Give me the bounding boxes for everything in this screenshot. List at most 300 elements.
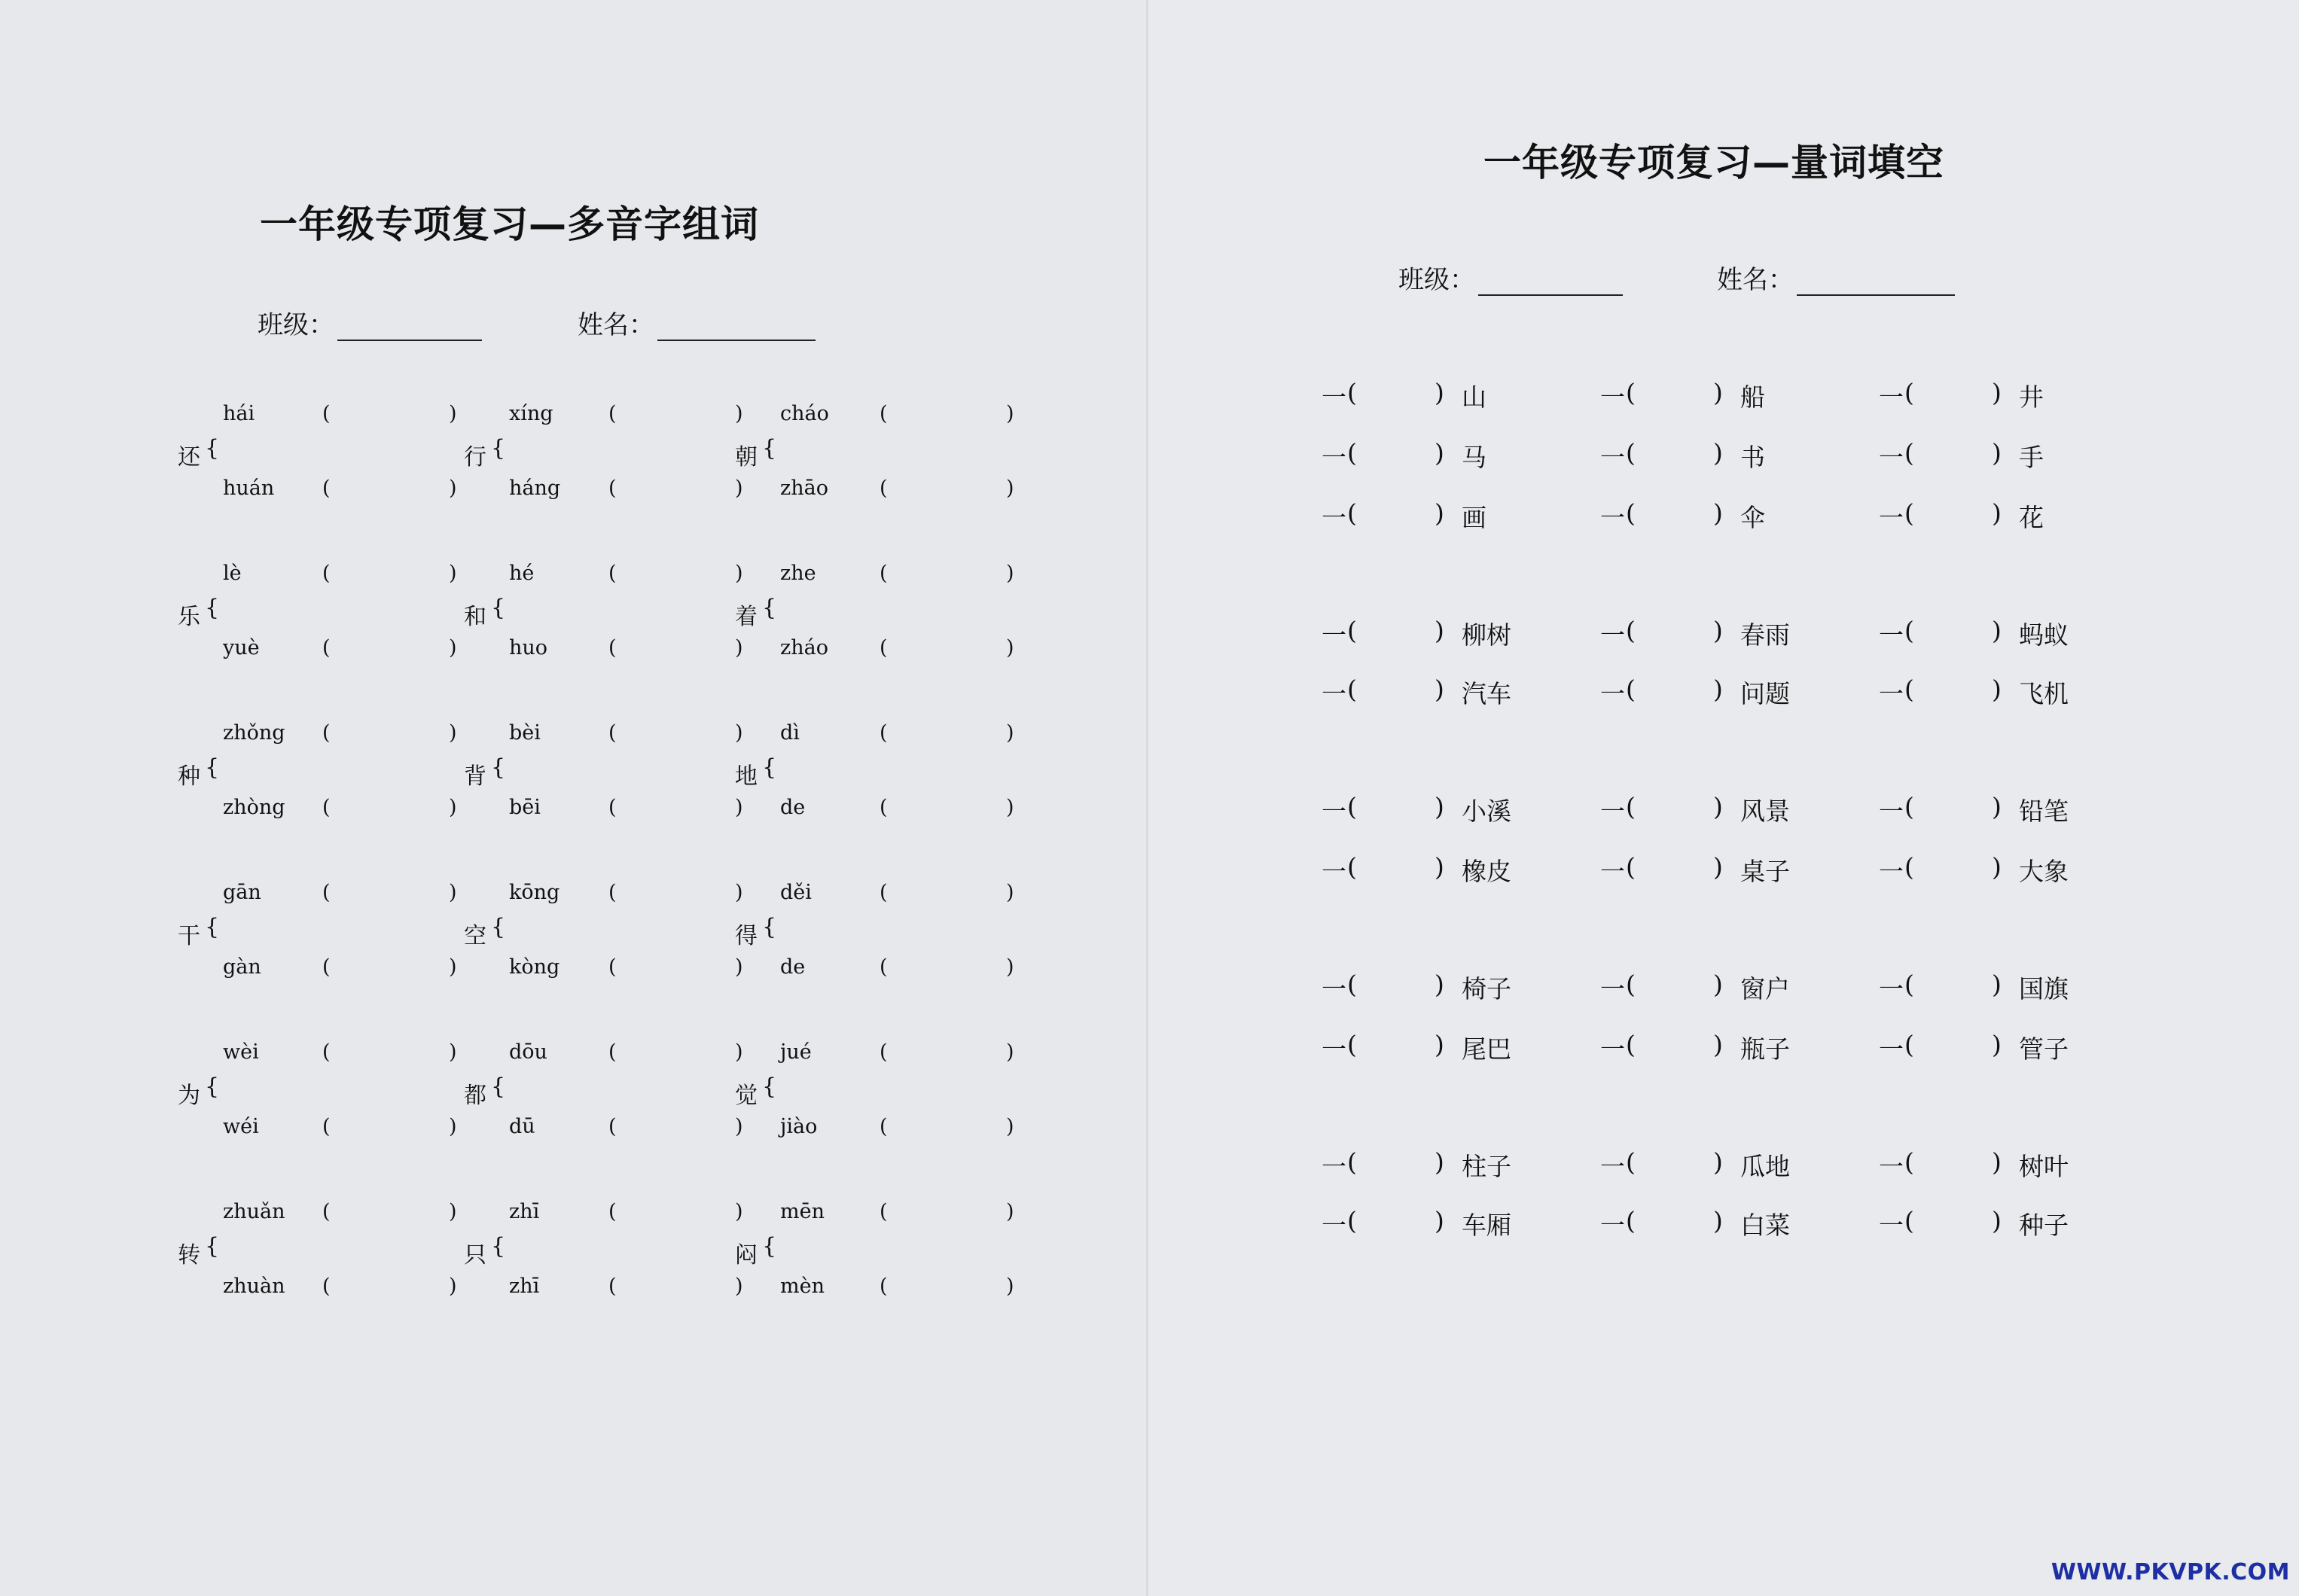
measure-word-item: [1600, 792, 1856, 826]
open-paren: (: [608, 636, 617, 659]
noun: 马: [1462, 443, 1486, 472]
open-paren: (: [880, 1275, 888, 1298]
close-paren: ): [735, 402, 743, 425]
close-paren: ): [1006, 562, 1014, 585]
brace: {: [762, 914, 777, 940]
class-label: 班级：: [1398, 265, 1475, 295]
brace: {: [491, 914, 506, 940]
open-paren: (: [1347, 1030, 1357, 1059]
reading-line: [223, 1040, 457, 1066]
measure-word-item: [1600, 438, 1856, 472]
open-paren: (: [1347, 378, 1357, 407]
open-paren: (: [322, 562, 331, 585]
polyphonic-char: 觉: [735, 1083, 758, 1109]
open-paren: (: [608, 1115, 617, 1138]
reading-line: [509, 562, 743, 587]
close-paren: ): [449, 796, 457, 819]
reading-line: [780, 636, 1014, 662]
close-paren: ): [449, 881, 457, 904]
open-paren: (: [608, 721, 617, 745]
close-paren: ): [1006, 881, 1014, 904]
close-paren: ): [1713, 852, 1723, 882]
polyphonic-entry: [178, 1040, 479, 1138]
open-paren: (: [1626, 438, 1636, 468]
open-paren: (: [1626, 792, 1636, 821]
class-blank: [337, 315, 482, 341]
reading-line: [780, 1200, 1014, 1226]
measure-word-item: [1879, 378, 2135, 412]
noun: 春雨: [1740, 620, 1790, 650]
name-blank: [1797, 270, 1955, 296]
polyphonic-entry: [178, 562, 479, 659]
open-paren: (: [1904, 498, 1914, 528]
yi-prefix: 一: [1879, 796, 1904, 826]
open-paren: (: [880, 1040, 888, 1064]
close-paren: ): [449, 1115, 457, 1138]
pinyin: yuè: [223, 636, 260, 659]
reading-line: [223, 721, 457, 747]
noun: 风景: [1740, 796, 1790, 826]
close-paren: ): [735, 1275, 743, 1298]
brace: {: [762, 1074, 777, 1100]
polyphonic-char: 朝: [735, 444, 758, 471]
pinyin: děi: [780, 881, 812, 904]
measure-word-item: [1600, 970, 1856, 1004]
pinyin: zhī: [509, 1275, 540, 1298]
brace: {: [205, 754, 220, 781]
close-paren: ): [449, 402, 457, 425]
open-paren: (: [1347, 970, 1357, 999]
left-class-field: [258, 304, 482, 341]
brace: {: [762, 1233, 777, 1259]
measure-word-row: [1322, 792, 2112, 826]
noun: 大象: [2019, 857, 2069, 886]
open-paren: (: [880, 636, 888, 659]
polyphonic-char: 乐: [178, 604, 200, 630]
polyphonic-entry: [735, 721, 1036, 819]
yi-prefix: 一: [1322, 857, 1346, 886]
measure-word-row: [1322, 852, 2112, 886]
close-paren: ): [1992, 675, 2002, 704]
pinyin: zháo: [780, 636, 828, 659]
name-label: 姓名：: [1717, 265, 1794, 295]
measure-word-item: [1600, 1206, 1856, 1240]
open-paren: (: [1347, 498, 1357, 528]
polyphonic-entry: [464, 402, 765, 500]
reading-line: [780, 1275, 1014, 1300]
measure-word-item: [1879, 675, 2135, 708]
reading-line: [780, 955, 1014, 981]
open-paren: (: [880, 721, 888, 745]
pinyin: de: [780, 796, 806, 819]
close-paren: ): [1435, 498, 1444, 528]
yi-prefix: 一: [1600, 857, 1625, 886]
close-paren: ): [735, 1200, 743, 1223]
measure-word-item: [1879, 1206, 2135, 1240]
open-paren: (: [608, 402, 617, 425]
polyphonic-entry: [178, 402, 479, 500]
yi-prefix: 一: [1879, 503, 1904, 532]
noun: 尾巴: [1462, 1034, 1511, 1064]
close-paren: ): [449, 562, 457, 585]
open-paren: (: [880, 477, 888, 500]
reading-line: [509, 796, 743, 821]
reading-line: [509, 636, 743, 662]
yi-prefix: 一: [1600, 796, 1625, 826]
pinyin: mèn: [780, 1275, 825, 1298]
polyphonic-char: 还: [178, 444, 200, 471]
open-paren: (: [322, 477, 331, 500]
measure-word-item: [1879, 792, 2135, 826]
open-paren: (: [322, 1200, 331, 1223]
close-paren: ): [1006, 1275, 1014, 1298]
polyphonic-char: 地: [735, 763, 758, 790]
polyphonic-entry: [178, 721, 479, 819]
noun: 小溪: [1462, 796, 1511, 826]
noun: 画: [1462, 503, 1486, 532]
reading-line: [509, 955, 743, 981]
pinyin: zhuàn: [223, 1275, 285, 1298]
close-paren: ): [1992, 970, 2002, 999]
close-paren: ): [735, 477, 743, 500]
close-paren: ): [449, 1200, 457, 1223]
open-paren: (: [1904, 970, 1914, 999]
yi-prefix: 一: [1879, 443, 1904, 472]
noun: 蚂蚁: [2019, 620, 2069, 650]
measure-word-item: [1600, 852, 1856, 886]
noun: 铅笔: [2019, 796, 2069, 826]
reading-line: [780, 1115, 1014, 1141]
close-paren: ): [449, 1040, 457, 1064]
right-name-field: [1717, 259, 1955, 296]
close-paren: ): [1713, 616, 1723, 645]
pinyin: dū: [509, 1115, 535, 1138]
close-paren: ): [449, 636, 457, 659]
yi-prefix: 一: [1322, 1152, 1346, 1181]
noun: 树叶: [2019, 1152, 2069, 1181]
noun: 井: [2019, 382, 2044, 412]
close-paren: ): [1006, 796, 1014, 819]
yi-prefix: 一: [1600, 382, 1625, 412]
open-paren: (: [1347, 616, 1357, 645]
open-paren: (: [322, 636, 331, 659]
reading-line: [223, 796, 457, 821]
noun: 柳树: [1462, 620, 1511, 650]
noun: 车厢: [1462, 1211, 1511, 1240]
class-label: 班级：: [258, 310, 334, 340]
open-paren: (: [880, 1115, 888, 1138]
open-paren: (: [880, 881, 888, 904]
close-paren: ): [449, 955, 457, 979]
yi-prefix: 一: [1322, 443, 1346, 472]
pinyin: xíng: [509, 402, 553, 425]
reading-line: [223, 881, 457, 906]
reading-line: [223, 955, 457, 981]
pinyin: jiào: [780, 1115, 818, 1138]
name-label: 姓名：: [578, 310, 654, 340]
measure-word-item: [1879, 1030, 2135, 1064]
pinyin: kōng: [509, 881, 560, 904]
close-paren: ): [1435, 852, 1444, 882]
pinyin: dì: [780, 721, 800, 745]
close-paren: ): [1992, 378, 2002, 407]
polyphonic-entry: [464, 721, 765, 819]
yi-prefix: 一: [1879, 1152, 1904, 1181]
brace: {: [205, 595, 220, 621]
close-paren: ): [735, 881, 743, 904]
open-paren: (: [1904, 378, 1914, 407]
yi-prefix: 一: [1600, 620, 1625, 650]
open-paren: (: [1626, 970, 1636, 999]
measure-word-item: [1322, 675, 1578, 708]
close-paren: ): [1713, 1030, 1723, 1059]
measure-word-item: [1322, 498, 1578, 532]
open-paren: (: [1347, 438, 1357, 468]
measure-word-item: [1600, 378, 1856, 412]
reading-line: [509, 881, 743, 906]
close-paren: ): [1713, 675, 1723, 704]
open-paren: (: [1904, 616, 1914, 645]
open-paren: (: [1347, 1206, 1357, 1235]
polyphonic-entry: [178, 881, 479, 979]
brace: {: [762, 754, 777, 781]
polyphonic-char: 干: [178, 923, 200, 949]
polyphonic-row: [178, 402, 1044, 500]
close-paren: ): [449, 477, 457, 500]
polyphonic-entry: [735, 1200, 1036, 1298]
noun: 橡皮: [1462, 857, 1511, 886]
brace: {: [491, 595, 506, 621]
yi-prefix: 一: [1879, 679, 1904, 708]
close-paren: ): [735, 721, 743, 745]
site-watermark: WWW.PKVPK.COM: [2051, 1559, 2290, 1585]
open-paren: (: [608, 796, 617, 819]
pinyin: wéi: [223, 1115, 259, 1138]
brace: {: [762, 595, 777, 621]
yi-prefix: 一: [1600, 974, 1625, 1004]
open-paren: (: [880, 955, 888, 979]
open-paren: (: [1626, 498, 1636, 528]
pinyin: háng: [509, 477, 561, 500]
noun: 问题: [1740, 679, 1790, 708]
polyphonic-row: [178, 721, 1044, 819]
open-paren: (: [608, 477, 617, 500]
open-paren: (: [1347, 675, 1357, 704]
pinyin: zhī: [509, 1200, 540, 1223]
close-paren: ): [735, 636, 743, 659]
brace: {: [205, 1233, 220, 1259]
polyphonic-row: [178, 562, 1044, 659]
close-paren: ): [1992, 1147, 2002, 1177]
open-paren: (: [880, 402, 888, 425]
reading-line: [509, 721, 743, 747]
brace: {: [205, 914, 220, 940]
polyphonic-entry: [464, 562, 765, 659]
noun: 椅子: [1462, 974, 1511, 1004]
reading-line: [780, 881, 1014, 906]
yi-prefix: 一: [1322, 974, 1346, 1004]
open-paren: (: [880, 1200, 888, 1223]
pinyin: gān: [223, 881, 261, 904]
measure-word-item: [1322, 378, 1578, 412]
measure-word-item: [1600, 616, 1856, 650]
open-paren: (: [608, 881, 617, 904]
measure-word-item: [1322, 616, 1578, 650]
yi-prefix: 一: [1879, 974, 1904, 1004]
pinyin: hái: [223, 402, 255, 425]
reading-line: [780, 796, 1014, 821]
measure-word-item: [1600, 1147, 1856, 1181]
left-name-field: [578, 304, 816, 341]
close-paren: ): [1713, 1206, 1723, 1235]
noun: 国旗: [2019, 974, 2069, 1004]
polyphonic-row: [178, 1040, 1044, 1138]
polyphonic-char: 只: [464, 1242, 486, 1269]
open-paren: (: [1626, 1147, 1636, 1177]
brace: {: [205, 435, 220, 461]
open-paren: (: [608, 955, 617, 979]
close-paren: ): [1992, 616, 2002, 645]
yi-prefix: 一: [1879, 1034, 1904, 1064]
polyphonic-char: 转: [178, 1242, 200, 1269]
measure-word-item: [1879, 1147, 2135, 1181]
open-paren: (: [1626, 1206, 1636, 1235]
close-paren: ): [1006, 1115, 1014, 1138]
noun: 飞机: [2019, 679, 2069, 708]
open-paren: (: [1347, 852, 1357, 882]
brace: {: [491, 1233, 506, 1259]
measure-word-item: [1600, 498, 1856, 532]
close-paren: ): [1713, 378, 1723, 407]
reading-line: [223, 1275, 457, 1300]
yi-prefix: 一: [1322, 620, 1346, 650]
reading-line: [780, 477, 1014, 502]
noun: 伞: [1740, 503, 1765, 532]
close-paren: ): [1713, 792, 1723, 821]
measure-word-item: [1879, 970, 2135, 1004]
polyphonic-row: [178, 881, 1044, 979]
yi-prefix: 一: [1879, 1211, 1904, 1240]
close-paren: ): [1992, 1030, 2002, 1059]
reading-line: [509, 1200, 743, 1226]
open-paren: (: [322, 721, 331, 745]
noun: 管子: [2019, 1034, 2069, 1064]
close-paren: ): [735, 1115, 743, 1138]
polyphonic-entry: [735, 881, 1036, 979]
close-paren: ): [1713, 438, 1723, 468]
pinyin: zhòng: [223, 796, 285, 819]
open-paren: (: [608, 1275, 617, 1298]
open-paren: (: [608, 1200, 617, 1223]
pinyin: zhǒng: [223, 721, 285, 745]
yi-prefix: 一: [1600, 443, 1625, 472]
close-paren: ): [1435, 970, 1444, 999]
yi-prefix: 一: [1879, 620, 1904, 650]
measure-word-row: [1322, 1147, 2112, 1181]
polyphonic-char: 为: [178, 1083, 200, 1109]
open-paren: (: [1904, 1147, 1914, 1177]
polyphonic-entry: [735, 402, 1036, 500]
pinyin: huo: [509, 636, 548, 659]
pinyin: kòng: [509, 955, 560, 979]
close-paren: ): [1435, 1147, 1444, 1177]
close-paren: ): [1006, 1200, 1014, 1223]
polyphonic-entry: [735, 562, 1036, 659]
right-class-field: [1398, 259, 1623, 296]
right-title: 一年级专项复习—量词填空: [1483, 141, 1944, 184]
noun: 柱子: [1462, 1152, 1511, 1181]
close-paren: ): [1435, 1206, 1444, 1235]
reading-line: [223, 562, 457, 587]
yi-prefix: 一: [1322, 1034, 1346, 1064]
noun: 白菜: [1740, 1211, 1790, 1240]
polyphonic-char: 背: [464, 763, 486, 790]
open-paren: (: [608, 1040, 617, 1064]
measure-word-item: [1879, 498, 2135, 532]
close-paren: ): [449, 1275, 457, 1298]
close-paren: ): [735, 796, 743, 819]
close-paren: ): [1992, 1206, 2002, 1235]
measure-word-row: [1322, 498, 2112, 532]
close-paren: ): [1992, 792, 2002, 821]
measure-word-item: [1322, 792, 1578, 826]
reading-line: [509, 1040, 743, 1066]
close-paren: ): [1992, 438, 2002, 468]
open-paren: (: [1626, 616, 1636, 645]
noun: 瓜地: [1740, 1152, 1790, 1181]
measure-word-item: [1322, 438, 1578, 472]
reading-line: [223, 1200, 457, 1226]
polyphonic-char: 空: [464, 923, 486, 949]
measure-word-item: [1322, 970, 1578, 1004]
open-paren: (: [1904, 438, 1914, 468]
close-paren: ): [1435, 792, 1444, 821]
pinyin: jué: [780, 1040, 812, 1064]
reading-line: [509, 402, 743, 428]
brace: {: [762, 435, 777, 461]
reading-line: [223, 1115, 457, 1141]
close-paren: ): [1006, 721, 1014, 745]
polyphonic-char: 种: [178, 763, 200, 790]
polyphonic-entry: [464, 1200, 765, 1298]
pinyin: bēi: [509, 796, 541, 819]
reading-line: [780, 402, 1014, 428]
pinyin: de: [780, 955, 806, 979]
close-paren: ): [1435, 1030, 1444, 1059]
open-paren: (: [1626, 1030, 1636, 1059]
open-paren: (: [322, 1040, 331, 1064]
polyphonic-entry: [178, 1200, 479, 1298]
open-paren: (: [880, 796, 888, 819]
reading-line: [780, 1040, 1014, 1066]
noun: 山: [1462, 382, 1486, 412]
brace: {: [491, 754, 506, 781]
measure-word-item: [1322, 1147, 1578, 1181]
close-paren: ): [1713, 1147, 1723, 1177]
noun: 种子: [2019, 1211, 2069, 1240]
close-paren: ): [1006, 955, 1014, 979]
close-paren: ): [735, 562, 743, 585]
noun: 汽车: [1462, 679, 1511, 708]
pinyin: zhe: [780, 562, 816, 585]
close-paren: ): [1435, 675, 1444, 704]
pinyin: zhāo: [780, 477, 828, 500]
close-paren: ): [735, 1040, 743, 1064]
noun: 手: [2019, 443, 2044, 472]
polyphonic-char: 行: [464, 444, 486, 471]
yi-prefix: 一: [1322, 503, 1346, 532]
close-paren: ): [735, 955, 743, 979]
